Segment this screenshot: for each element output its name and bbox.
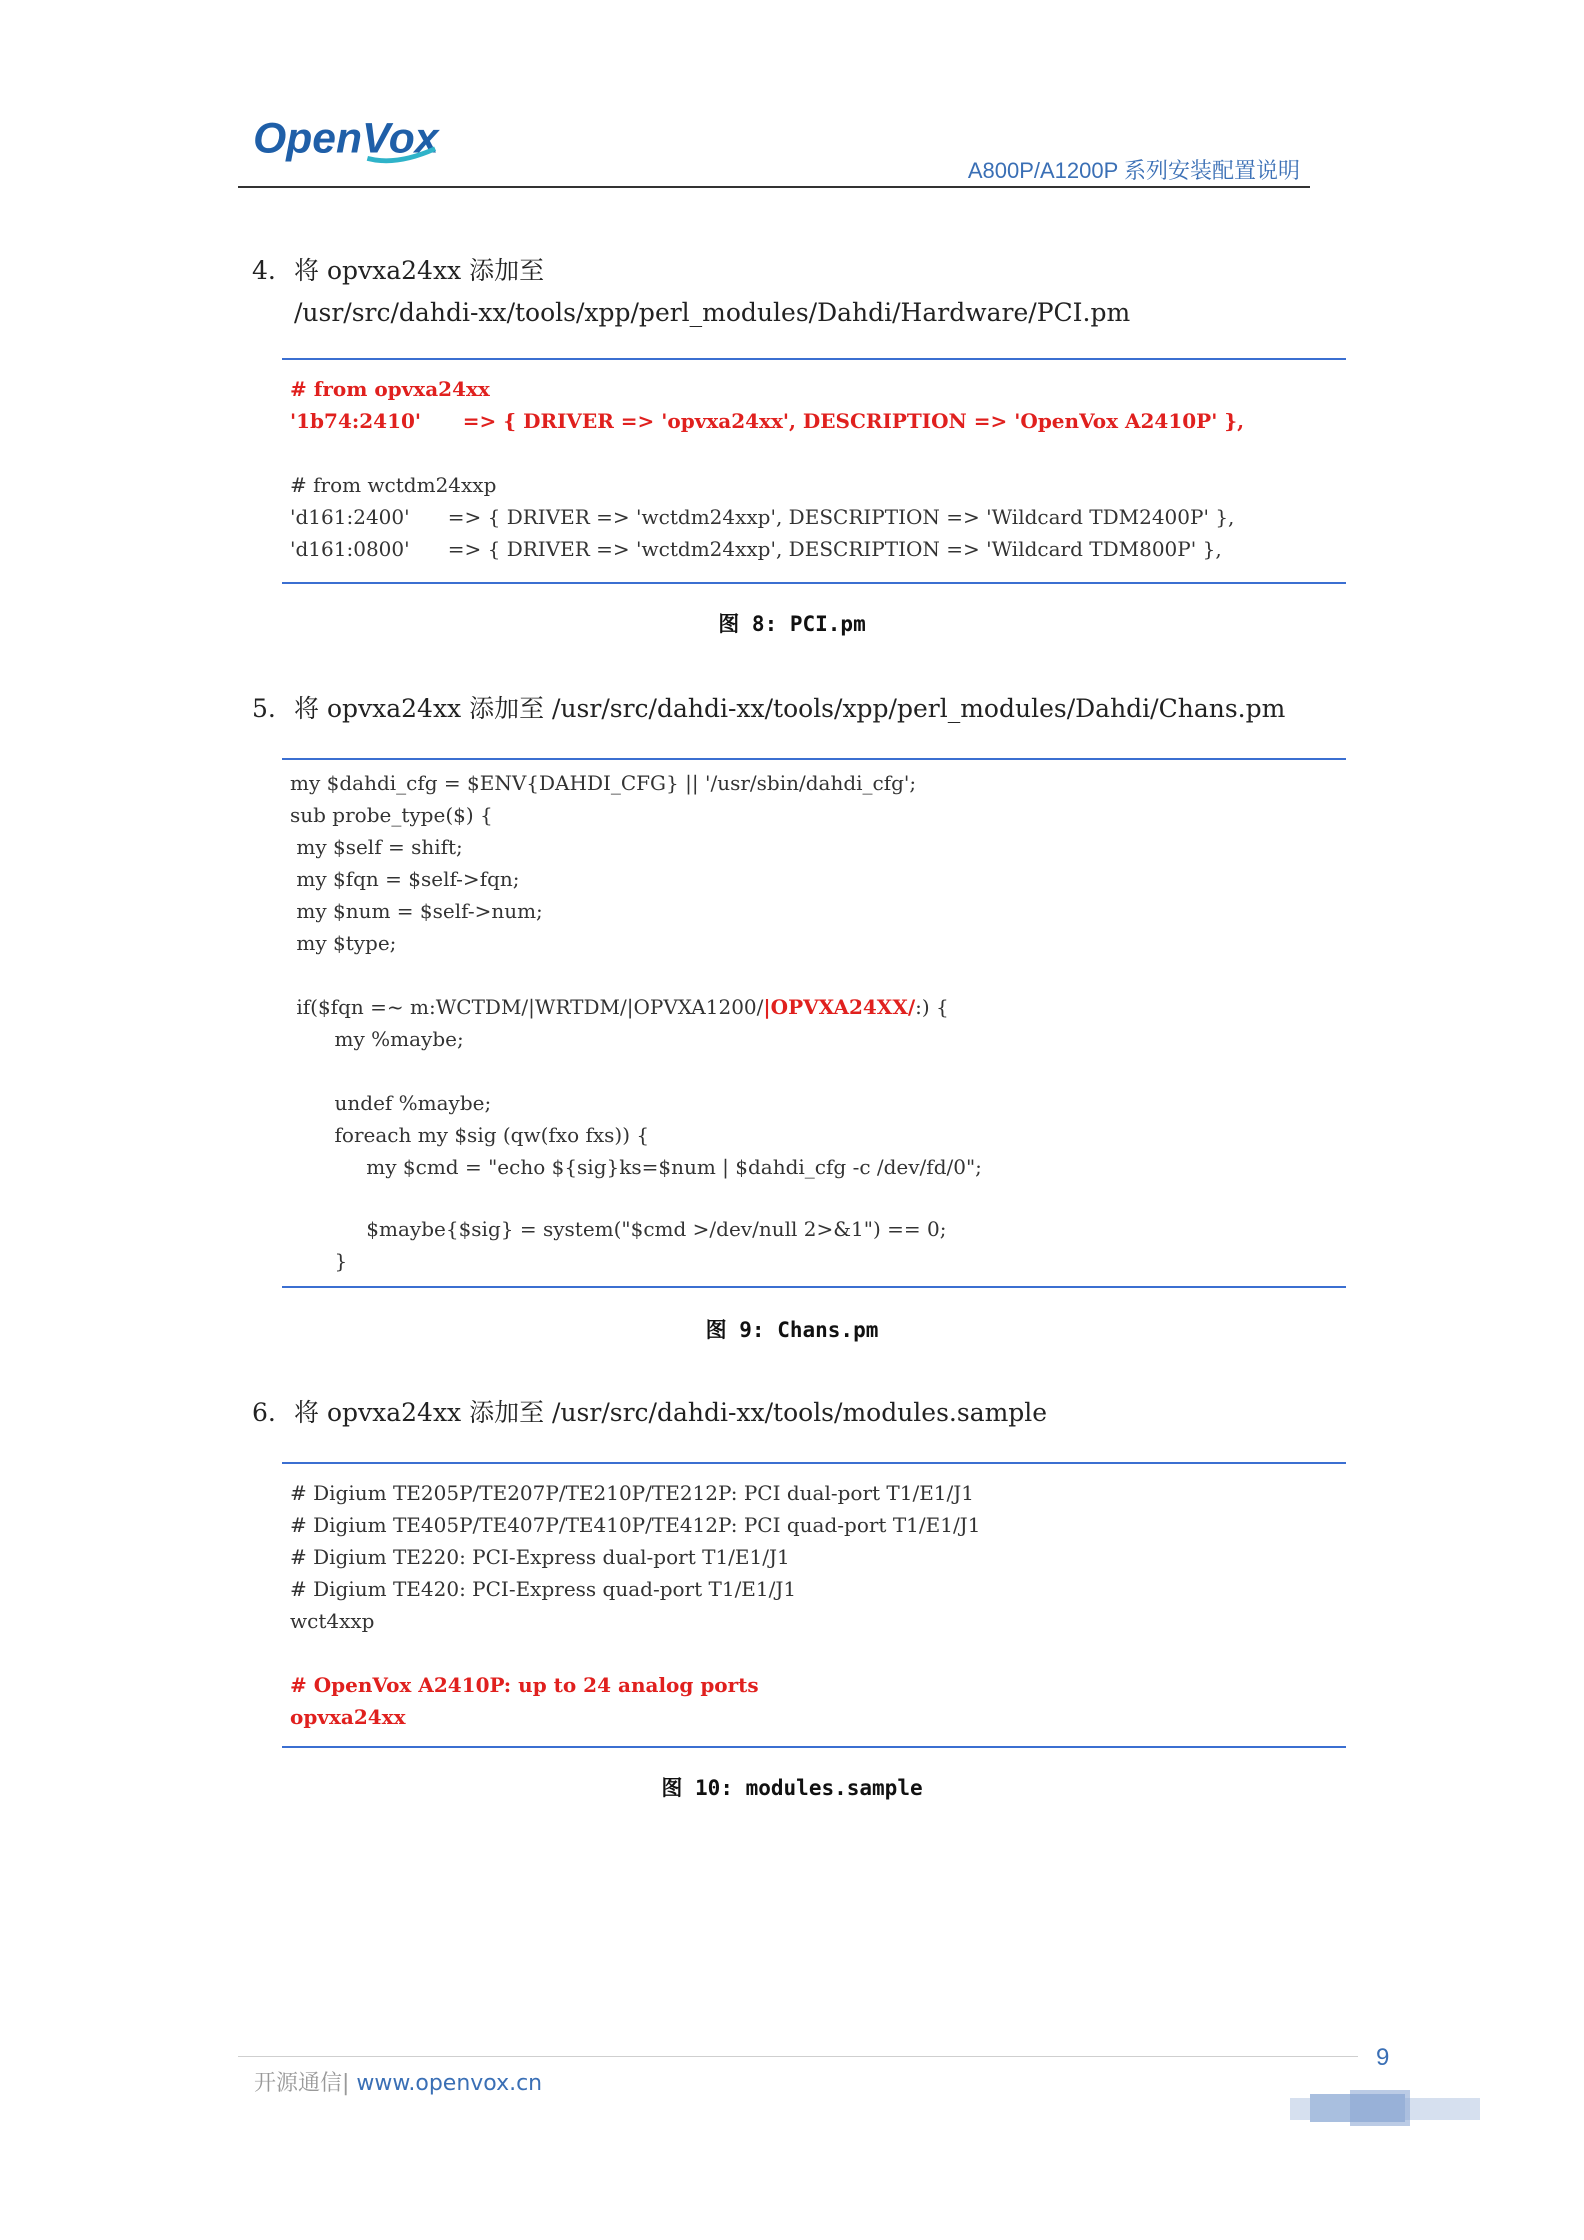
header-divider [238,186,1310,188]
code-line: my %maybe; [290,1027,464,1051]
page-number: 9 [1376,2044,1390,2071]
figure-caption: 图 9: Chans.pm [705,1318,879,1342]
code-block-modules [282,1462,1346,1748]
code-line: # Digium TE405P/TE407P/TE410P/TE412P: PCI quad-port T1/E1/J1 [290,1513,981,1537]
step-text: 将 opvxa24xx 添加至 [294,256,545,285]
code-line: # from wctdm24xxp [290,473,497,497]
step-4 [252,250,1130,334]
code-block-pci [282,358,1346,584]
code-line: # OpenVox A2410P: up to 24 analog ports [290,1673,759,1697]
footer-text [254,2066,542,2097]
code-line: # from opvxa24xx [290,377,490,401]
code-line: '1b74:2410' => { DRIVER => 'opvxa24xx', DESCRIPTION => 'OpenVox A2410P' }, [290,409,1245,433]
code-line: 'd161:0800' => { DRIVER => 'wctdm24xxp', DESCRIPTION => 'Wildcard TDM800P' }, [290,537,1222,561]
code-line: my $type; [290,931,397,955]
code-line: } [290,1249,348,1273]
figure-caption: 图 10: modules.sample [661,1776,923,1800]
code-line: my $dahdi_cfg = $ENV{DAHDI_CFG} || '/usr/sbin/dahdi_cfg'; [290,771,917,795]
code-line: opvxa24xx [290,1705,406,1729]
code-line: foreach my $sig (qw(fxo fxs)) { [290,1123,650,1147]
code-line-if [290,992,949,1022]
code-highlight: |OPVXA24XX/ [763,995,916,1019]
code-line: 'd161:2400' => { DRIVER => 'wctdm24xxp', DESCRIPTION => 'Wildcard TDM2400P' }, [290,505,1235,529]
footer-url[interactable]: www.openvox.cn [349,2071,543,2096]
code-segment: :) { [915,995,949,1019]
code-line: undef %maybe; [290,1091,492,1115]
footer-divider [238,2056,1358,2057]
code-segment: if($fqn =~ m:WCTDM/|WRTDM/|OPVXA1200/ [290,995,764,1019]
step-number: 5. [252,694,276,723]
code-line: sub probe_type($) { [290,803,493,827]
step-6 [252,1392,1047,1434]
code-line: my $cmd = "echo ${sig}ks=$num | $dahdi_cfg -c /dev/fd/0"; [290,1155,982,1179]
code-line: # Digium TE420: PCI-Express quad-port T1/E1/J1 [290,1577,797,1601]
figure-caption: 图 8: PCI.pm [718,612,866,636]
step-text: 将 opvxa24xx 添加至 /usr/src/dahdi-xx/tools/modules.sample [294,1398,1048,1427]
logo-text: OpenVox [253,114,439,163]
footer-company: 开源通信| [254,2071,350,2096]
code-line: my $fqn = $self->fqn; [290,867,520,891]
footer-decoration-icon [1290,2090,1480,2126]
step-number: 4. [252,256,276,285]
code-line: my $num = $self->num; [290,899,543,923]
step-path: /usr/src/dahdi-xx/tools/xpp/perl_modules/Dahdi/Hardware/PCI.pm [294,298,1131,327]
code-line: $maybe{$sig} = system("$cmd >/dev/null 2>&1") == 0; [290,1217,947,1241]
openvox-logo [248,110,448,170]
code-line: my $self = shift; [290,835,463,859]
step-5 [252,688,1285,730]
step-text: 将 opvxa24xx 添加至 /usr/src/dahdi-xx/tools/xpp/perl_modules/Dahdi/Chans.pm [294,694,1286,723]
code-line: # Digium TE205P/TE207P/TE210P/TE212P: PCI dual-port T1/E1/J1 [290,1481,975,1505]
code-block-chans [282,758,1346,1288]
document-subtitle: A800P/A1200P 系列安装配置说明 [967,158,1300,183]
code-line: # Digium TE220: PCI-Express dual-port T1/E1/J1 [290,1545,790,1569]
step-number: 6. [252,1398,276,1427]
code-line: wct4xxp [290,1609,375,1633]
